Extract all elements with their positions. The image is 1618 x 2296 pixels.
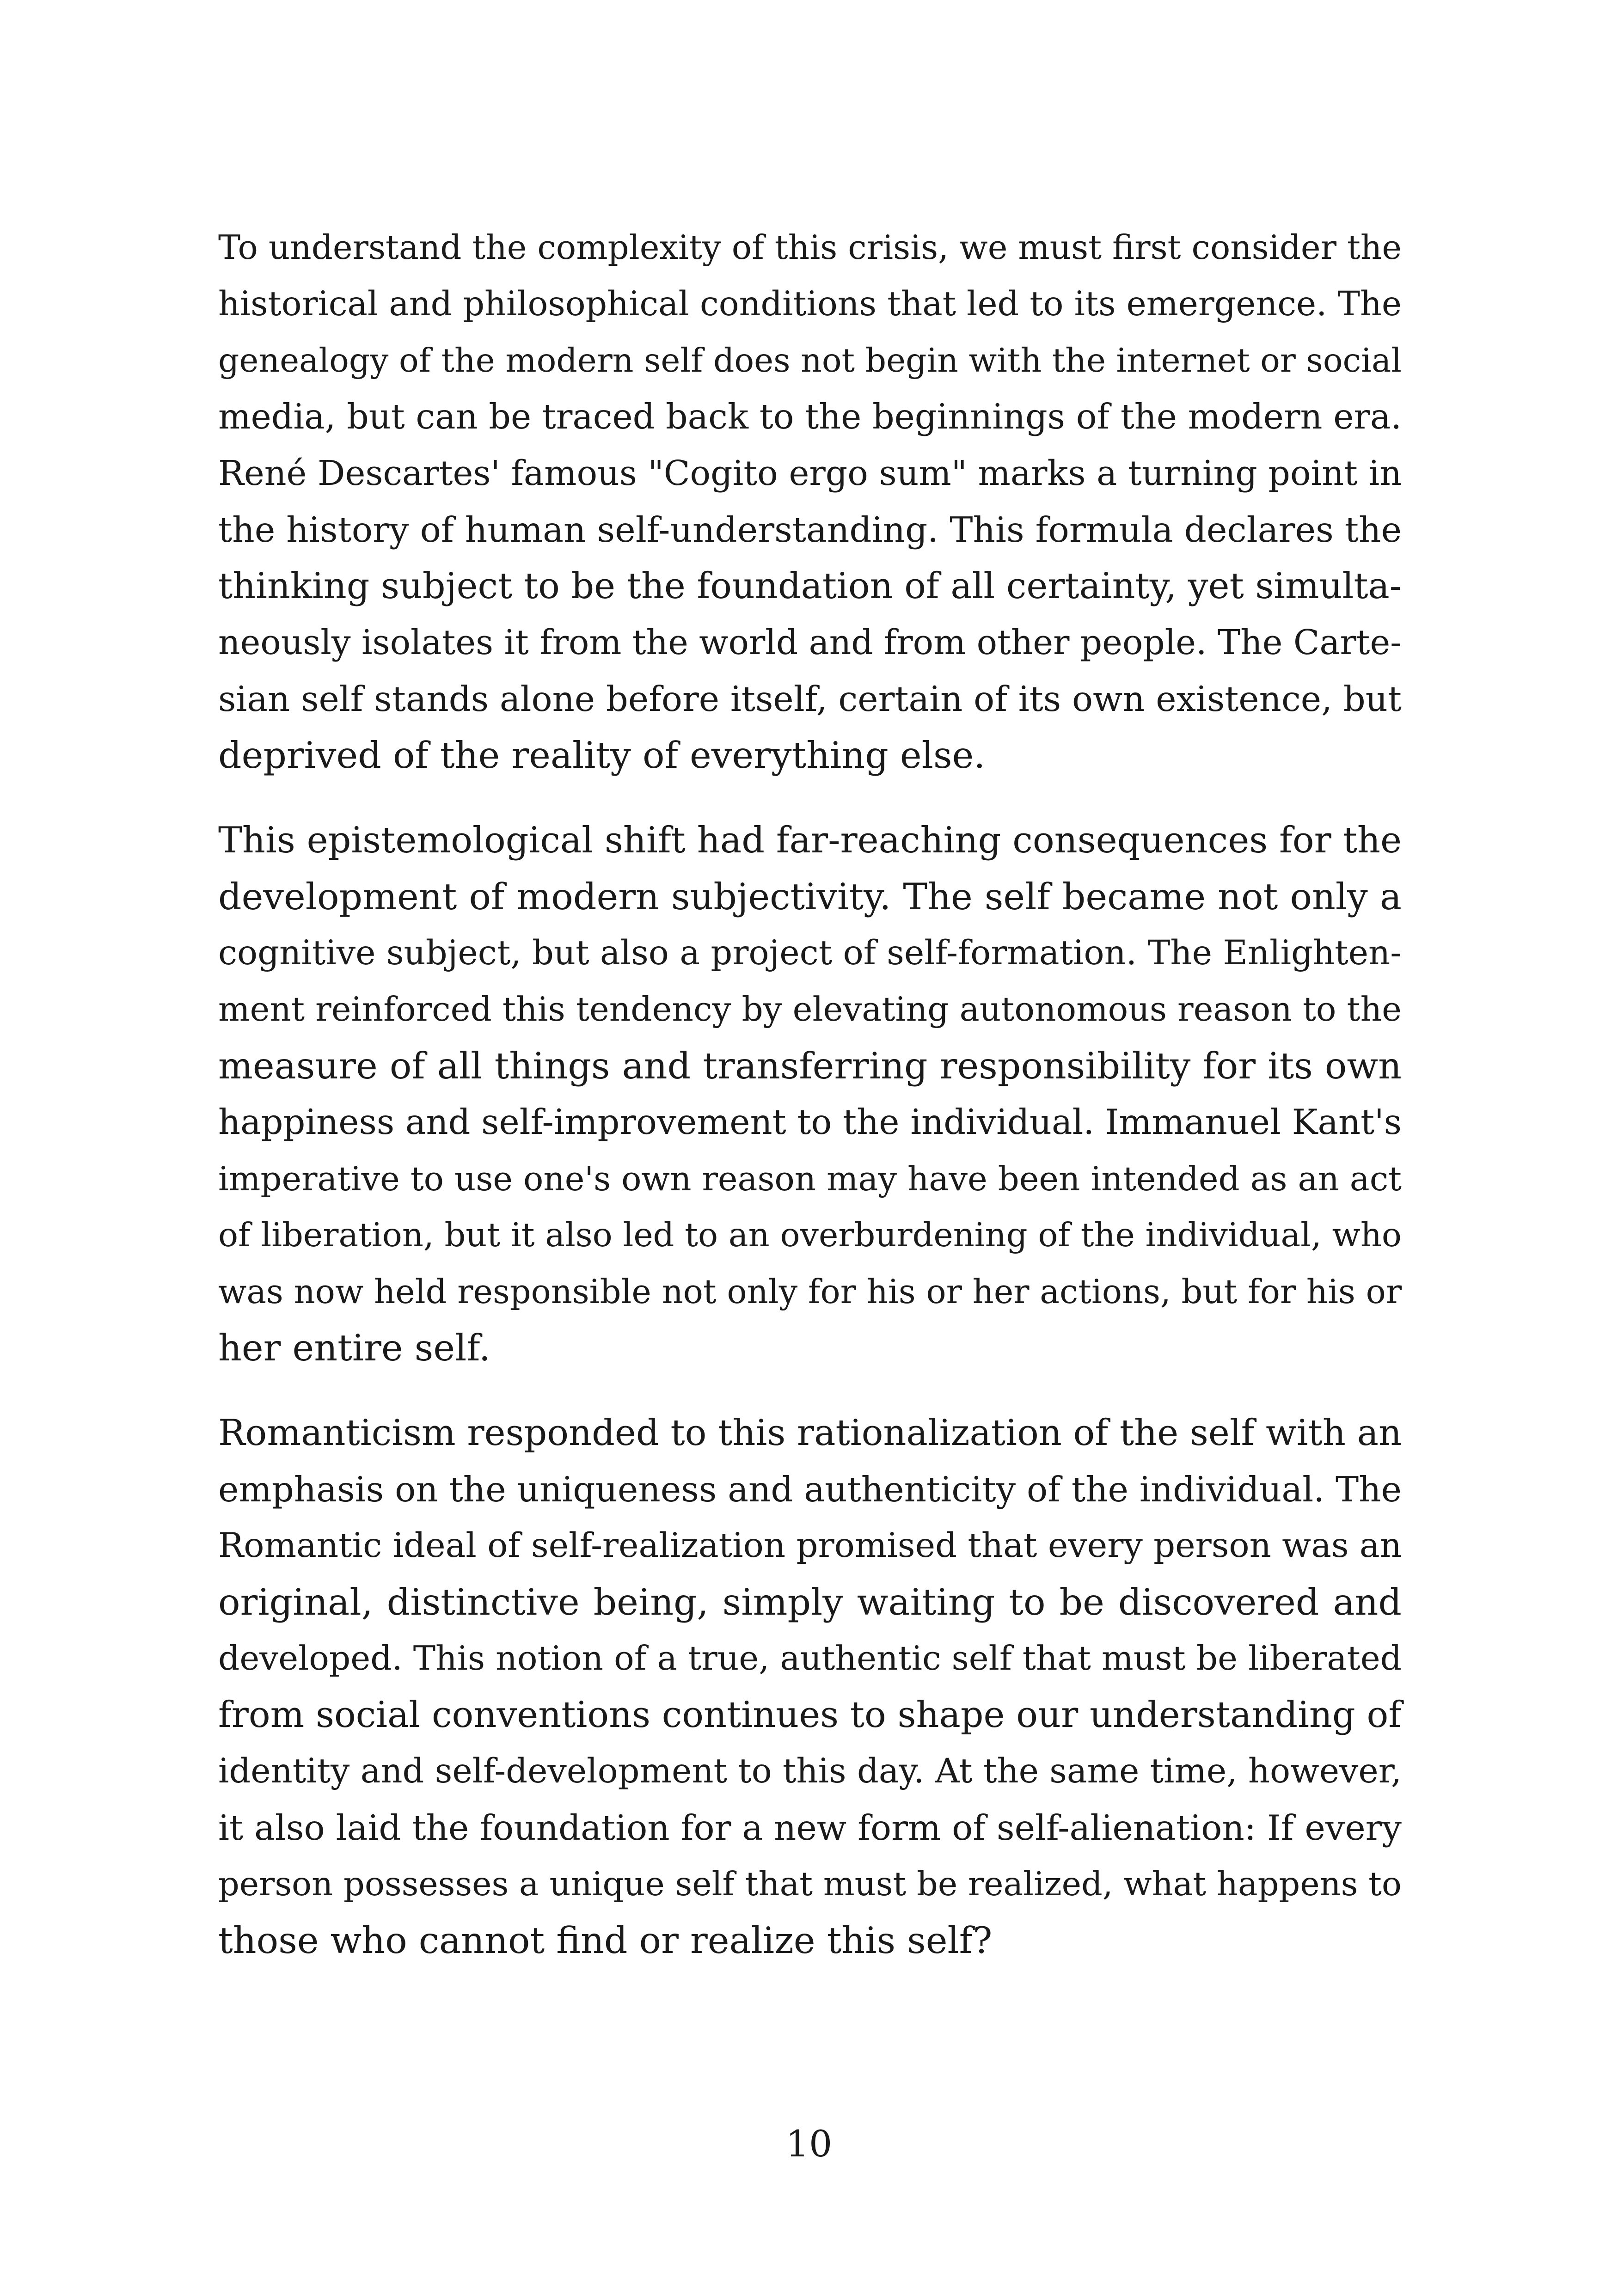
- text-line: ment reinforced this tendency by elevating autonomous reason to the: [218, 990, 1402, 1029]
- text-line: media, but can be traced back to the beginnings of the modern era.: [218, 397, 1402, 437]
- text-line: imperative to use one's own reason may have been intended as an act: [218, 1159, 1402, 1198]
- text-line: deprived of the reality of everything else.: [218, 734, 986, 777]
- text-line: This epistemological shift had far-reaching consequences for the: [218, 820, 1402, 861]
- text-line: historical and philosophical conditions that led to its emergence. The: [218, 284, 1402, 324]
- paragraph-3: [218, 1405, 1402, 1969]
- text-line: developed. This notion of a true, authentic self that must be liberated: [218, 1639, 1402, 1678]
- text-line: those who cannot find or realize this self?: [218, 1919, 993, 1962]
- paragraph-1: [218, 220, 1402, 784]
- text-line: the history of human self-understanding. This formula declares the: [218, 509, 1402, 550]
- text-line: development of modern subjectivity. The self became not only a: [218, 876, 1402, 918]
- text-line: identity and self-development to this day. At the same time, however,: [218, 1751, 1402, 1791]
- text-line: sian self stands alone before itself, certain of its own existence, but: [218, 679, 1402, 719]
- text-line: it also laid the foundation for a new form of self-alienation: If every: [218, 1807, 1402, 1848]
- text-line: cognitive subject, but also a project of self-formation. The Enlighten-: [218, 933, 1402, 973]
- body-text: [218, 220, 1402, 1997]
- text-line: René Descartes' famous "Cogito ergo sum" marks a turning point in: [218, 453, 1402, 493]
- text-line: Romanticism responded to this rationalization of the self with an: [218, 1412, 1402, 1454]
- text-line: her entire self.: [218, 1327, 490, 1369]
- text-line: original, distinctive being, simply waiting to be discovered and: [218, 1581, 1402, 1623]
- text-line: Romantic ideal of self-realization promised that every person was an: [218, 1526, 1402, 1565]
- text-line: measure of all things and transferring responsibility for its own: [218, 1045, 1402, 1087]
- text-line: genealogy of the modern self does not begin with the internet or social: [218, 341, 1402, 380]
- paragraph-2: [218, 812, 1402, 1376]
- text-line: was now held responsible not only for his or her actions, but for his or: [218, 1272, 1402, 1311]
- text-line: of liberation, but it also led to an overburdening of the individual, who: [218, 1216, 1402, 1254]
- text-line: emphasis on the uniqueness and authenticity of the individual. The: [218, 1469, 1402, 1510]
- text-line: from social conventions continues to shape our understanding of: [218, 1694, 1402, 1736]
- text-line: happiness and self-improvement to the individual. Immanuel Kant's: [218, 1102, 1402, 1142]
- text-line: thinking subject to be the foundation of all certainty, yet simulta-: [218, 565, 1402, 607]
- text-line: person possesses a unique self that must be realized, what happens to: [218, 1865, 1402, 1903]
- page-number: 10: [785, 2123, 833, 2165]
- text-line: neously isolates it from the world and from other people. The Carte-: [218, 623, 1402, 662]
- text-line: To understand the complexity of this crisis, we must first consider the: [218, 228, 1402, 267]
